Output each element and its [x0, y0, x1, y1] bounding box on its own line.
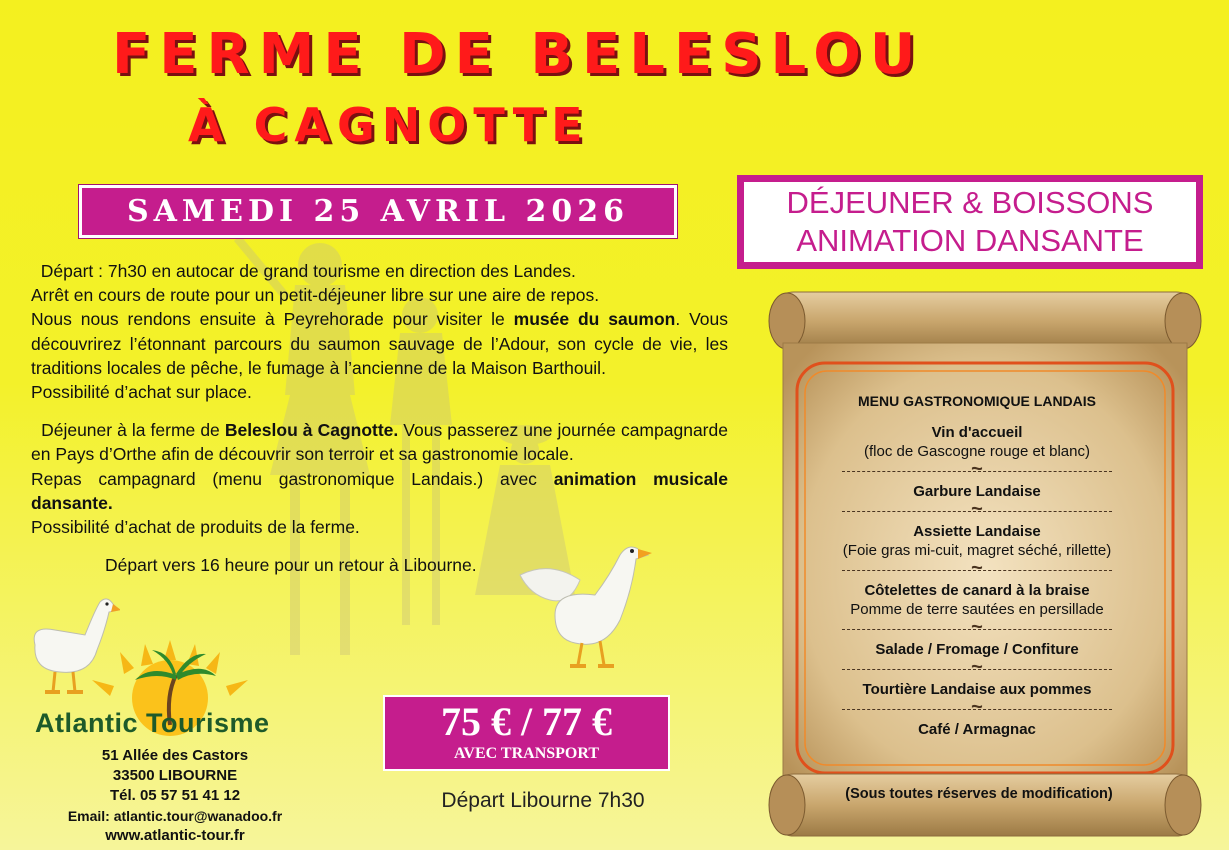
text-line: Possibilité d’achat sur place.	[31, 382, 252, 403]
menu-item: Côtelettes de canard à la braise	[864, 582, 1090, 599]
menu-title: MENU GASTRONOMIQUE LANDAIS	[858, 393, 1096, 409]
page-title: FERME DE BELESLOU	[112, 22, 925, 87]
text-paragraph: Repas campagnard (menu gastronomique Landais.) avec animation musicale dansante.	[31, 468, 728, 513]
website-link[interactable]: www.atlantic-tour.fr	[105, 827, 245, 844]
menu-separator	[842, 563, 1112, 577]
menu-item: Café / Armagnac	[918, 721, 1036, 738]
menu-item: Tourtière Landaise aux pommes	[862, 681, 1092, 698]
text-line: Possibilité d’achat de produits de la ferme.	[31, 517, 360, 538]
text-line: Départ : 7h30 en autocar de grand tourisme en direction des Landes.	[40, 261, 576, 281]
menu-item: Salade / Fromage / Confiture	[875, 641, 1079, 658]
menu-item-detail: (Foie gras mi-cuit, magret séché, rillette)	[842, 542, 1112, 559]
text-line: Départ vers 16 heure pour un retour à Libourne.	[105, 555, 477, 576]
address-line: 51 Allée des Castors	[101, 747, 249, 764]
price-subtitle: AVEC TRANSPORT	[453, 745, 600, 762]
menu-separator	[842, 702, 1112, 716]
highlights-box	[737, 175, 1203, 269]
menu-item-detail: Pomme de terre sautées en persillade	[850, 601, 1104, 618]
disclaimer-note: (Sous toutes réserves de modification)	[845, 786, 1113, 802]
menu-separator	[842, 622, 1112, 636]
program-description	[31, 259, 728, 577]
menu-separator	[842, 464, 1112, 478]
agency-contact	[30, 746, 320, 846]
menu-separator	[842, 504, 1112, 518]
menu-item: Vin d'accueil	[931, 424, 1023, 441]
city-line: 33500 LIBOURNE	[112, 767, 238, 784]
price-amount: 75 € / 77 €	[440, 699, 613, 744]
logo-wordmark: Atlantic Tourisme	[35, 708, 270, 738]
price-box	[383, 695, 670, 771]
highlight-line-meal: DÉJEUNER & BOISSONS	[786, 185, 1154, 220]
text-paragraph: Nous nous rendons ensuite à Peyrehorade pour visiter le musée du saumon. Vous découvrirez l’étonnant parcours du saumon sauvage de l’Adour, son cycle de vie, les traditions locales de pêche, le fumage à l’ancienne de la Maison Barthouil.	[31, 309, 729, 378]
menu-list	[812, 393, 1142, 739]
menu-item-detail: (floc de Gascogne rouge et blanc)	[864, 443, 1090, 460]
page-subtitle: À CAGNOTTE	[188, 98, 590, 152]
text-paragraph: Déjeuner à la ferme de Beleslou à Cagnotte. Vous passerez une journée campagnarde en Pays d’Orthe afin de découvrir son terroir et sa gastronomie locale.	[31, 420, 728, 465]
highlight-line-dance: ANIMATION DANSANTE	[796, 223, 1144, 258]
date-banner	[79, 185, 677, 238]
departure-info: Départ Libourne 7h30	[441, 789, 645, 812]
text-line: Arrêt en cours de route pour un petit-déjeuner libre sur une aire de repos.	[31, 285, 600, 306]
date-text: SAMEDI 25 AVRIL 2026	[126, 194, 630, 229]
duck-illustration-right	[510, 535, 660, 685]
menu-item: Garbure Landaise	[913, 483, 1041, 500]
phone-number: Tél. 05 57 51 41 12	[109, 787, 241, 804]
menu-item: Assiette Landaise	[913, 523, 1041, 540]
menu-separator	[842, 662, 1112, 676]
email-link[interactable]: Email: atlantic.tour@wanadoo.fr	[67, 808, 283, 824]
